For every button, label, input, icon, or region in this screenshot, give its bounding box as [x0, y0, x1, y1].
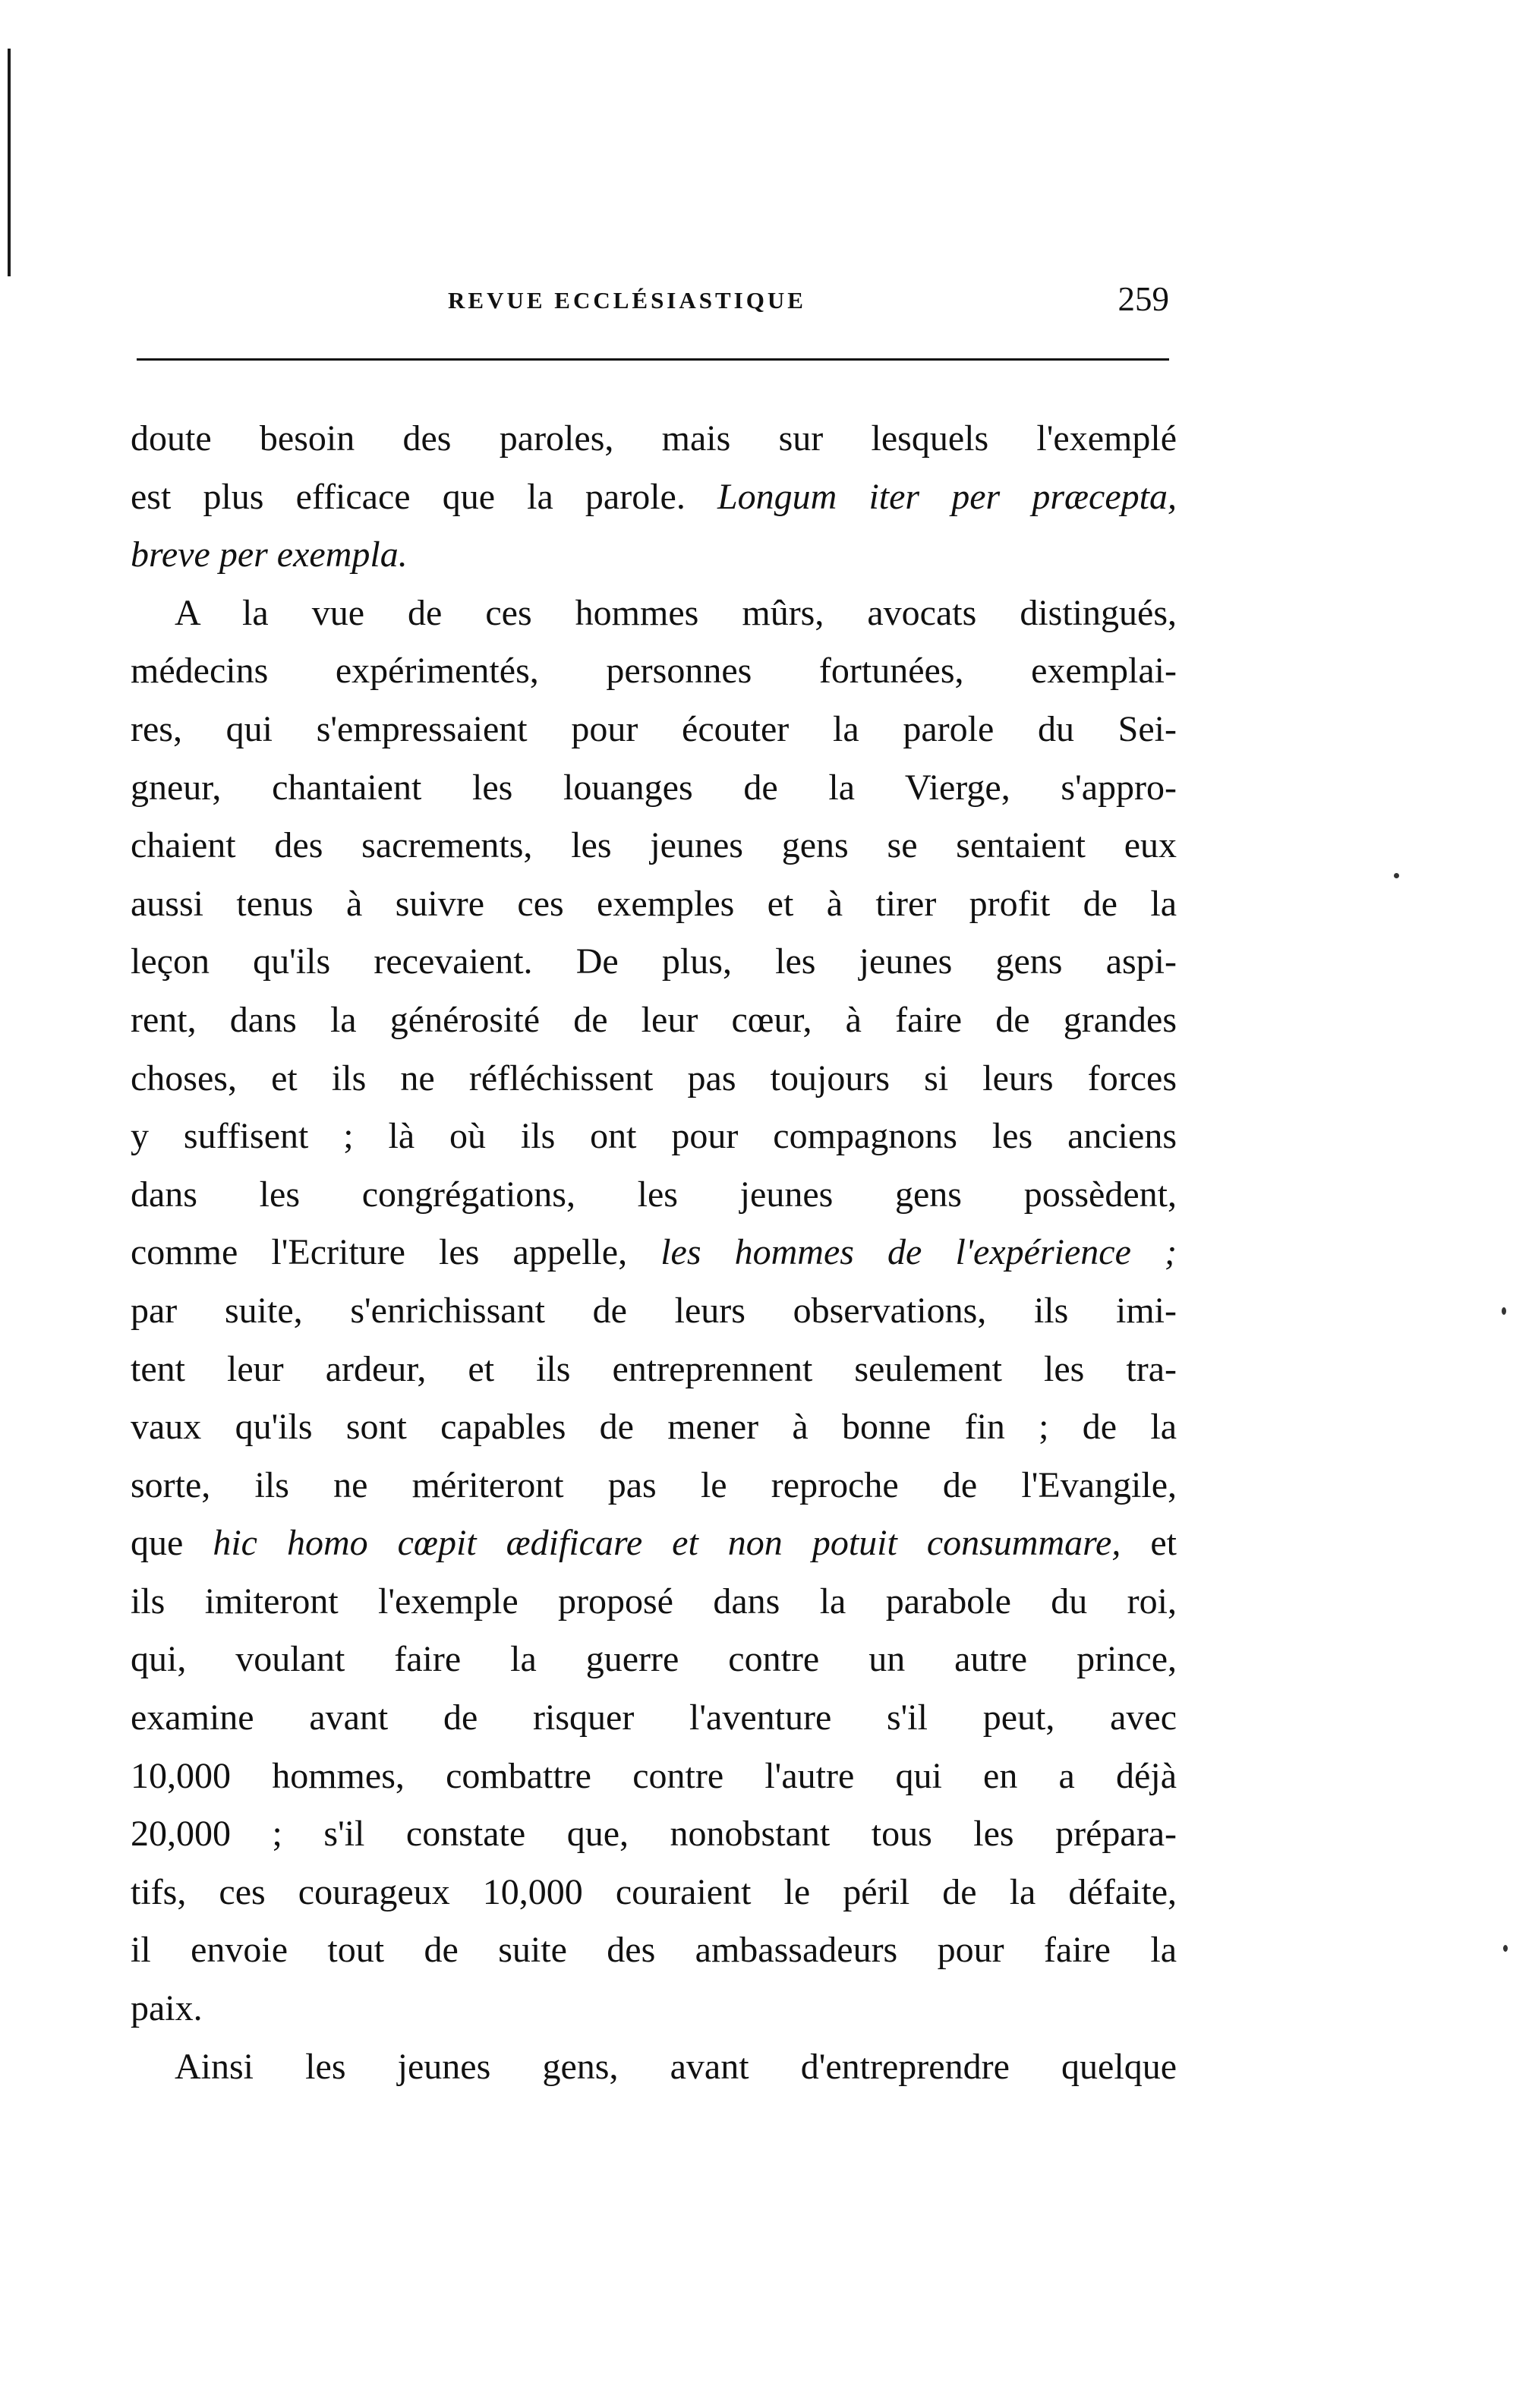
- line-text: 10,000 hommes, combattre contre l'autre qui en a déjà: [131, 1755, 1177, 1796]
- line-text: gneur, chantaient les louanges de la Vierge, s'appro-: [131, 767, 1177, 808]
- line-text: Ainsi les jeunes gens, avant d'entreprendre quelque: [175, 2046, 1177, 2087]
- scan-speck: [1394, 873, 1399, 878]
- line-text: est plus efficace que la parole.: [131, 476, 717, 517]
- line-text: chaient des sacrements, les jeunes gens se sentaient eux: [131, 825, 1177, 866]
- line-text: leçon qu'ils recevaient. De plus, les jeunes gens aspi-: [131, 941, 1177, 982]
- text-line: [131, 1573, 1177, 1631]
- text-line: [131, 933, 1177, 991]
- text-line: [131, 585, 1177, 643]
- line-text: sorte, ils ne mériteront pas le reproche de l'Evangile,: [131, 1464, 1177, 1505]
- line-text: tifs, ces courageux 10,000 couraient le péril de la défaite,: [131, 1871, 1177, 1912]
- text-line: [131, 1108, 1177, 1166]
- line-text: rent, dans la générosité de leur cœur, à faire de grandes: [131, 999, 1177, 1040]
- text-line: [131, 468, 1177, 527]
- text-line: [131, 875, 1177, 934]
- text-line: [131, 1457, 1177, 1515]
- text-line: [131, 642, 1177, 701]
- text-line: [131, 817, 1177, 875]
- text-line: [131, 1282, 1177, 1341]
- line-text: ils imiteront l'exemple proposé dans la parabole du roi,: [131, 1581, 1177, 1622]
- line-text: y suffisent ; là où ils ont pour compagnons les anciens: [131, 1116, 1177, 1157]
- line-text: tent leur ardeur, et ils entreprennent seulement les tra-: [131, 1348, 1177, 1389]
- line-text: qui, voulant faire la guerre contre un autre prince,: [131, 1639, 1177, 1680]
- header-rule: [137, 358, 1169, 361]
- page-number: 259: [1117, 280, 1169, 318]
- text-line: [131, 991, 1177, 1050]
- scan-speck: [1503, 1945, 1508, 1952]
- line-text: A la vue de ces hommes mûrs, avocats distingués,: [175, 592, 1177, 633]
- line-text: doute besoin des paroles, mais sur lesquels l'exemplé: [131, 418, 1177, 459]
- text-line: [131, 1980, 1177, 2038]
- line-text: que: [131, 1523, 213, 1564]
- line-text: par suite, s'enrichissant de leurs observations, ils imi-: [131, 1290, 1177, 1331]
- text-line: [131, 1514, 1177, 1573]
- text-line: [131, 2038, 1177, 2097]
- text-line: [131, 1341, 1177, 1399]
- line-text: examine avant de risquer l'aventure s'il peut, avec: [131, 1697, 1177, 1738]
- text-line: [131, 410, 1177, 468]
- scan-speck: [1502, 1307, 1506, 1315]
- line-text: 20,000 ; s'il constate que, nonobstant tous les prépara-: [131, 1814, 1177, 1855]
- text-line: [131, 1398, 1177, 1457]
- line-text: vaux qu'ils sont capables de mener à bonne fin ; de la: [131, 1407, 1177, 1448]
- text-line: [131, 1748, 1177, 1806]
- text-line: [131, 1689, 1177, 1748]
- text-line: [131, 1224, 1177, 1282]
- line-text: res, qui s'empressaient pour écouter la parole du Sei-: [131, 708, 1177, 749]
- line-text: paix.: [131, 1988, 203, 2029]
- line-text: médecins expérimentés, personnes fortunées, exemplai-: [131, 651, 1177, 692]
- running-head: [137, 279, 1169, 325]
- latin-quotation: Longum iter per præcepta,: [717, 476, 1177, 517]
- journal-title: REVUE ECCLÉSIASTIQUE: [448, 287, 806, 314]
- text-line: [131, 526, 1177, 585]
- scan-edge-mark: [8, 49, 11, 276]
- latin-quotation: breve per exempla.: [131, 534, 408, 575]
- line-text: choses, et ils ne réfléchissent pas toujours si leurs forces: [131, 1057, 1177, 1098]
- line-text: il envoie tout de suite des ambassadeurs pour faire la: [131, 1930, 1177, 1971]
- text-line: [131, 701, 1177, 759]
- text-line: [131, 1050, 1177, 1108]
- body-text: [131, 410, 1177, 2096]
- text-line: [131, 1166, 1177, 1224]
- latin-quotation: hic homo cœpit ædificare et non potuit consummare,: [213, 1523, 1121, 1564]
- text-line: [131, 1864, 1177, 1922]
- text-line: [131, 1631, 1177, 1689]
- text-line: [131, 759, 1177, 818]
- line-text: comme l'Ecriture les appelle,: [131, 1232, 661, 1273]
- line-text: aussi tenus à suivre ces exemples et à tirer profit de la: [131, 883, 1177, 924]
- text-line: [131, 1805, 1177, 1864]
- line-text: dans les congrégations, les jeunes gens possèdent,: [131, 1174, 1177, 1215]
- line-text: et: [1121, 1523, 1177, 1564]
- text-line: [131, 1921, 1177, 1980]
- latin-quotation: les hommes de l'expérience ;: [660, 1232, 1177, 1273]
